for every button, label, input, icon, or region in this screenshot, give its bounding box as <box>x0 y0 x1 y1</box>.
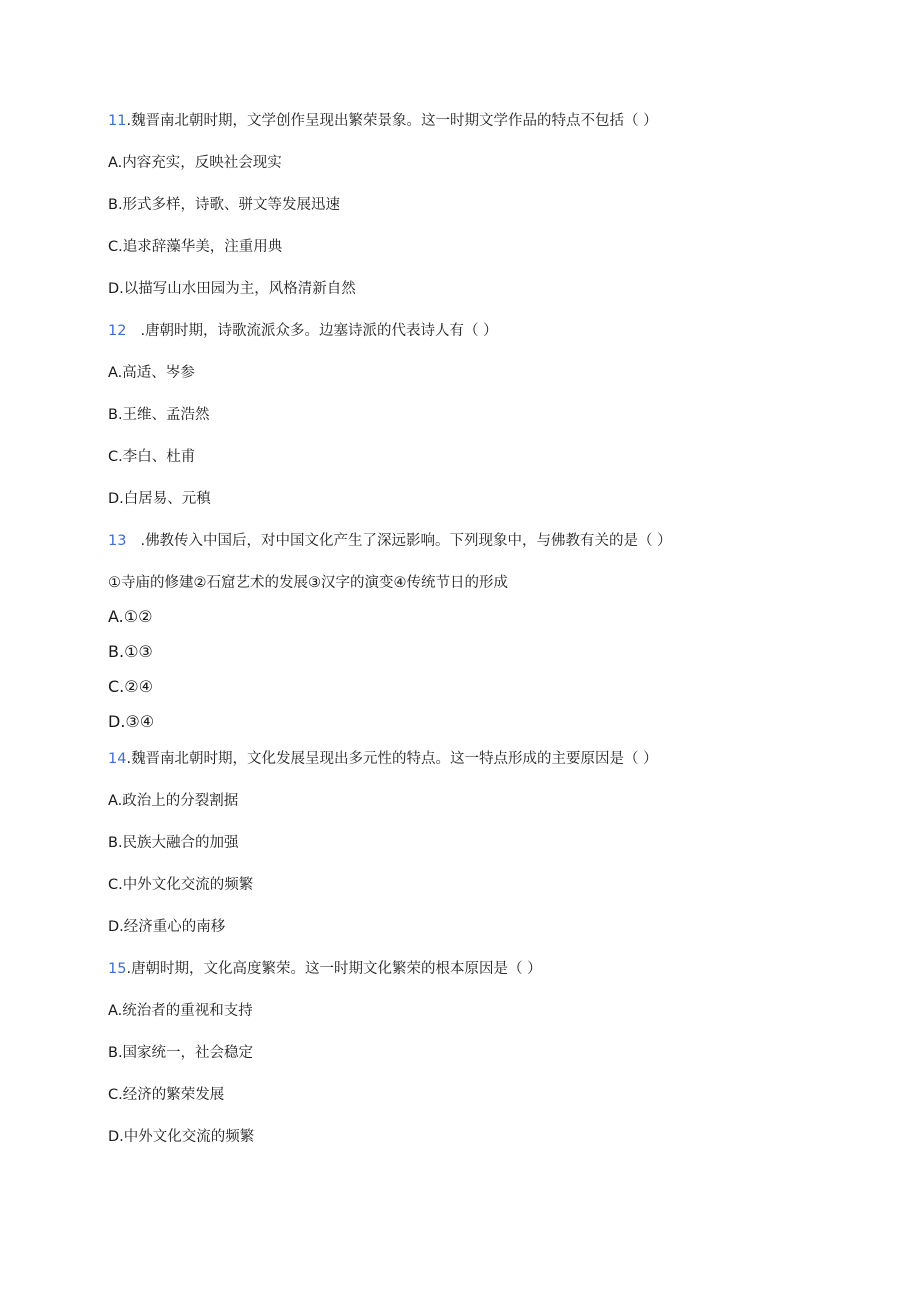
option-a: A.统治者的重视和支持 <box>108 1003 253 1019</box>
question-separator: . <box>140 533 146 549</box>
option-d: D.经济重心的南移 <box>108 919 226 935</box>
question-number: 15 <box>108 961 127 977</box>
question-11 <box>108 111 658 131</box>
option-c: C.②④ <box>108 677 153 696</box>
question-separator: . <box>126 961 132 977</box>
option-c: C.中外文化交流的频繁 <box>108 877 254 893</box>
option-a: A.高适、岑参 <box>108 365 195 381</box>
question-text: 魏晋南北朝时期，文学创作呈现出繁荣景象。这一时期文学作品的特点不包括（ ） <box>131 113 658 129</box>
option-c: C.经济的繁荣发展 <box>108 1087 225 1103</box>
question-number: 14 <box>108 751 127 767</box>
option-b: B.王维、孟浩然 <box>108 407 210 423</box>
question-number: 13 <box>108 533 127 549</box>
question-text: 唐朝时期，诗歌流派众多。边塞诗派的代表诗人有（ ） <box>145 323 498 339</box>
question-text: 魏晋南北朝时期，文化发展呈现出多元性的特点。这一特点形成的主要原因是（ ） <box>131 751 658 767</box>
option-a: A.①② <box>108 607 153 626</box>
question-text: 佛教传入中国后，对中国文化产生了深远影响。下列现象中，与佛教有关的是（ ） <box>145 533 672 549</box>
option-d: D.以描写山水田园为主，风格清新自然 <box>108 281 356 297</box>
option-b: B.国家统一，社会稳定 <box>108 1045 254 1061</box>
option-d: D.中外文化交流的频繁 <box>108 1129 255 1145</box>
question-number: 11 <box>108 113 127 129</box>
question-13 <box>108 531 672 551</box>
question-separator: . <box>126 751 132 767</box>
option-b: B.①③ <box>108 642 153 661</box>
question-12 <box>108 321 498 341</box>
option-a: A.政治上的分裂割据 <box>108 793 239 809</box>
option-b: B.民族大融合的加强 <box>108 835 239 851</box>
option-b: B.形式多样，诗歌、骈文等发展迅速 <box>108 197 341 213</box>
question-separator: . <box>126 113 132 129</box>
option-d: D.③④ <box>108 712 155 731</box>
question-statement: ①寺庙的修建②石窟艺术的发展③汉字的演变④传统节日的形成 <box>108 575 508 591</box>
question-15 <box>108 959 542 979</box>
option-c: C.追求辞藻华美，注重用典 <box>108 239 283 255</box>
option-c: C.李白、杜甫 <box>108 449 196 465</box>
option-d: D.白居易、元稹 <box>108 491 211 507</box>
question-14 <box>108 749 658 769</box>
option-a: A.内容充实，反映社会现实 <box>108 155 282 171</box>
question-separator: . <box>140 323 146 339</box>
question-text: 唐朝时期，文化高度繁荣。这一时期文化繁荣的根本原因是（ ） <box>131 961 542 977</box>
question-number: 12 <box>108 323 127 339</box>
